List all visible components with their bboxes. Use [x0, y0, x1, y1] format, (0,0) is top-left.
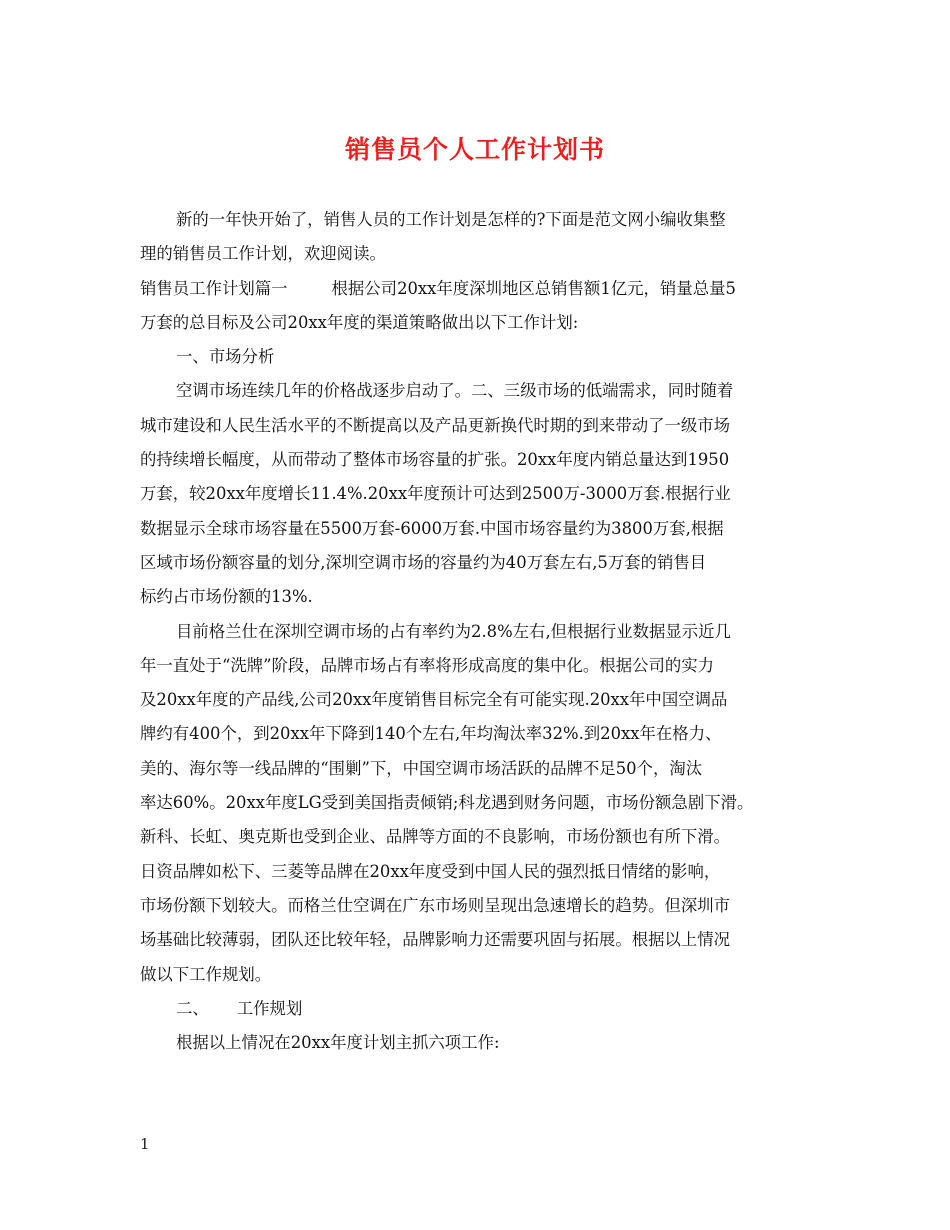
paragraph-line: 及20xx年度的产品线,公司20xx年度销售目标完全有可能实现.20xx年中国空调品: [140, 690, 728, 710]
paragraph-line: 标约占市场份额的13%.: [140, 587, 313, 607]
section-heading: 一、市场分析: [176, 347, 275, 367]
paragraph-line: 目前格兰仕在深圳空调市场的占有率约为2.8%左右,但根据行业数据显示近几: [176, 621, 731, 641]
paragraph-line: 新的一年快开始了，销售人员的工作计划是怎样的?下面是范文网小编收集整: [176, 210, 726, 229]
paragraph-line: 的持续增长幅度，从而带动了整体市场容量的扩张。20xx年度内销总量达到1950: [140, 450, 730, 470]
paragraph-line: [140, 272, 816, 306]
paragraph-line: 牌约有400个，到20xx年下降到140个左右,年均淘汰率32%.到20xx年在格力、: [140, 724, 722, 744]
paragraph-line: 新科、长虹、奥克斯也受到企业、品牌等方面的不良影响，市场份额也有所下滑。: [140, 827, 731, 847]
paragraph-line: 区域市场份额容量的划分,深圳空调市场的容量约为40万套左右,5万套的销售目: [140, 552, 707, 572]
paragraph-line: 美的、海尔等一线品牌的“围剿”下，中国空调市场活跃的品牌不足50个，淘汰: [140, 758, 703, 778]
paragraph-line: 万套，较20xx年度增长11.4%.20xx年度预计可达到2500万-3000万套.根据行业: [140, 484, 731, 504]
plan-heading: 销售员工作计划篇一: [140, 278, 288, 298]
paragraph-line: 市场份额下划较大。而格兰仕空调在广东市场则呈现出急速增长的趋势。但深圳市: [140, 895, 731, 915]
paragraph-line: 做以下工作规划。: [140, 964, 272, 984]
paragraph-line: 日资品牌如松下、三菱等品牌在20xx年度受到中国人民的强烈抵日情绪的影响，: [140, 861, 721, 881]
section-title: 工作规划: [236, 998, 303, 1018]
paragraph-text: 根据公司20xx年度深圳地区总销售额1亿元，销量总量5: [331, 278, 736, 298]
paragraph-line: 根据以上情况在20xx年度计划主抓六项工作:: [176, 1033, 500, 1053]
paragraph-line: 年一直处于“洗牌”阶段，品牌市场占有率将形成高度的集中化。根据公司的实力: [140, 655, 715, 675]
document-body: [140, 203, 816, 1060]
document-title: 销售员个人工作计划书: [344, 135, 605, 164]
paragraph-line: 万套的总目标及公司20xx年度的渠道策略做出以下工作计划:: [140, 312, 579, 332]
paragraph-line: 率达60%。20xx年度LG受到美国指责倾销;科龙遇到财务问题，市场份额急剧下滑。: [140, 793, 754, 813]
paragraph-line: 场基础比较薄弱，团队还比较年轻，品牌影响力还需要巩固与拓展。根据以上情况: [140, 930, 731, 950]
paragraph-line: 数据显示全球市场容量在5500万套-6000万套.中国市场容量约为3800万套,根据: [140, 518, 724, 538]
section-number: 二、: [176, 998, 209, 1018]
section-heading: [140, 992, 816, 1026]
paragraph-line: 城市建设和人民生活水平的不断提高以及产品更新换代时期的到来带动了一级市场: [140, 415, 731, 435]
paragraph-line: 理的销售员工作计划，欢迎阅读。: [140, 244, 386, 264]
page-number: 1: [140, 1135, 150, 1153]
paragraph-line: 空调市场连续几年的价格战逐步启动了。二、三级市场的低端需求，同时随着: [176, 381, 734, 401]
